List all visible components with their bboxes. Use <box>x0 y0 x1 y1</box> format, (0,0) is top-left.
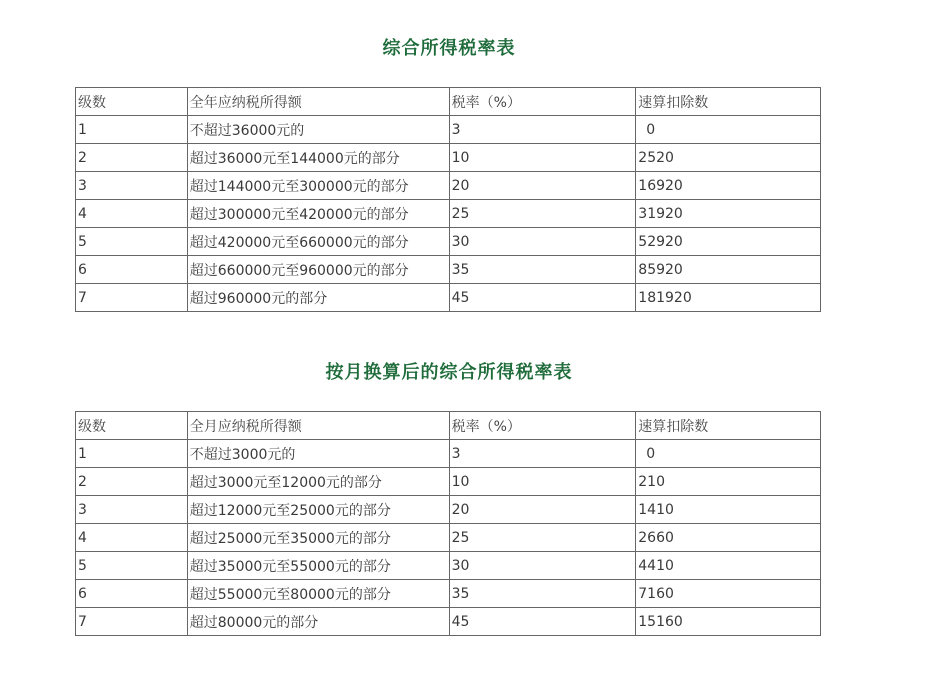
table-cell: 超过80000元的部分 <box>187 608 449 636</box>
column-header: 税率（%） <box>449 88 636 116</box>
table-cell: 超过420000元至660000元的部分 <box>187 228 449 256</box>
table-cell: 超过144000元至300000元的部分 <box>187 172 449 200</box>
table-cell: 超过300000元至420000元的部分 <box>187 200 449 228</box>
table-cell: 45 <box>449 284 636 312</box>
table-cell: 3 <box>449 440 636 468</box>
column-header: 速算扣除数 <box>636 412 821 440</box>
table-cell: 超过12000元至25000元的部分 <box>187 496 449 524</box>
table-cell: 超过660000元至960000元的部分 <box>187 256 449 284</box>
table-row <box>76 172 821 200</box>
column-header: 税率（%） <box>449 412 636 440</box>
table-cell: 3 <box>76 496 188 524</box>
monthly-tax-table-body <box>76 412 821 636</box>
table-cell: 超过36000元至144000元的部分 <box>187 144 449 172</box>
annual-tax-rate-table <box>75 87 821 312</box>
table-row <box>76 552 821 580</box>
table-cell: 1410 <box>636 496 821 524</box>
table-cell: 超过35000元至55000元的部分 <box>187 552 449 580</box>
table-cell: 210 <box>636 468 821 496</box>
column-header: 级数 <box>76 88 188 116</box>
table-cell: 超过25000元至35000元的部分 <box>187 524 449 552</box>
table-cell: 85920 <box>636 256 821 284</box>
table-cell: 45 <box>449 608 636 636</box>
table1-title: 综合所得税率表 <box>382 38 516 59</box>
table-row <box>76 524 821 552</box>
table-row <box>76 608 821 636</box>
table-cell: 10 <box>449 468 636 496</box>
monthly-tax-rate-table <box>75 411 821 636</box>
table-cell: 6 <box>76 256 188 284</box>
table-cell: 25 <box>449 524 636 552</box>
table-cell: 20 <box>449 496 636 524</box>
table-header-row <box>76 88 821 116</box>
column-header: 级数 <box>76 412 188 440</box>
table-cell: 5 <box>76 228 188 256</box>
table-cell: 30 <box>449 228 636 256</box>
table-cell: 0 <box>636 440 821 468</box>
table-cell: 不超过36000元的 <box>187 116 449 144</box>
table-row <box>76 256 821 284</box>
table-cell: 0 <box>636 116 821 144</box>
table-row <box>76 496 821 524</box>
table-cell: 4410 <box>636 552 821 580</box>
table-cell: 超过3000元至12000元的部分 <box>187 468 449 496</box>
table-cell: 4 <box>76 200 188 228</box>
table-cell: 4 <box>76 524 188 552</box>
table-cell: 15160 <box>636 608 821 636</box>
table-cell: 超过55000元至80000元的部分 <box>187 580 449 608</box>
table-cell: 16920 <box>636 172 821 200</box>
table-row <box>76 144 821 172</box>
table-cell: 2660 <box>636 524 821 552</box>
table-cell: 181920 <box>636 284 821 312</box>
column-header: 速算扣除数 <box>636 88 821 116</box>
table-cell: 2 <box>76 468 188 496</box>
table-cell: 3 <box>76 172 188 200</box>
table-row <box>76 580 821 608</box>
table-cell: 7 <box>76 608 188 636</box>
table-cell: 超过960000元的部分 <box>187 284 449 312</box>
table-cell: 5 <box>76 552 188 580</box>
table-cell: 2 <box>76 144 188 172</box>
annual-tax-table-body <box>76 88 821 312</box>
table-cell: 6 <box>76 580 188 608</box>
table-cell: 52920 <box>636 228 821 256</box>
table-cell: 1 <box>76 440 188 468</box>
table2-title: 按月换算后的综合所得税率表 <box>325 362 573 383</box>
table-cell: 25 <box>449 200 636 228</box>
table-cell: 20 <box>449 172 636 200</box>
table-cell: 10 <box>449 144 636 172</box>
table-cell: 3 <box>449 116 636 144</box>
table-cell: 30 <box>449 552 636 580</box>
table-header-row <box>76 412 821 440</box>
table-row <box>76 440 821 468</box>
table-cell: 35 <box>449 256 636 284</box>
table-row <box>76 228 821 256</box>
table-cell: 2520 <box>636 144 821 172</box>
table-cell: 31920 <box>636 200 821 228</box>
table-row <box>76 116 821 144</box>
column-header: 全月应纳税所得额 <box>187 412 449 440</box>
table-row <box>76 284 821 312</box>
table-cell: 35 <box>449 580 636 608</box>
table-cell: 7160 <box>636 580 821 608</box>
table-cell: 1 <box>76 116 188 144</box>
table-row <box>76 200 821 228</box>
table-row <box>76 468 821 496</box>
column-header: 全年应纳税所得额 <box>187 88 449 116</box>
table-cell: 7 <box>76 284 188 312</box>
table-cell: 不超过3000元的 <box>187 440 449 468</box>
